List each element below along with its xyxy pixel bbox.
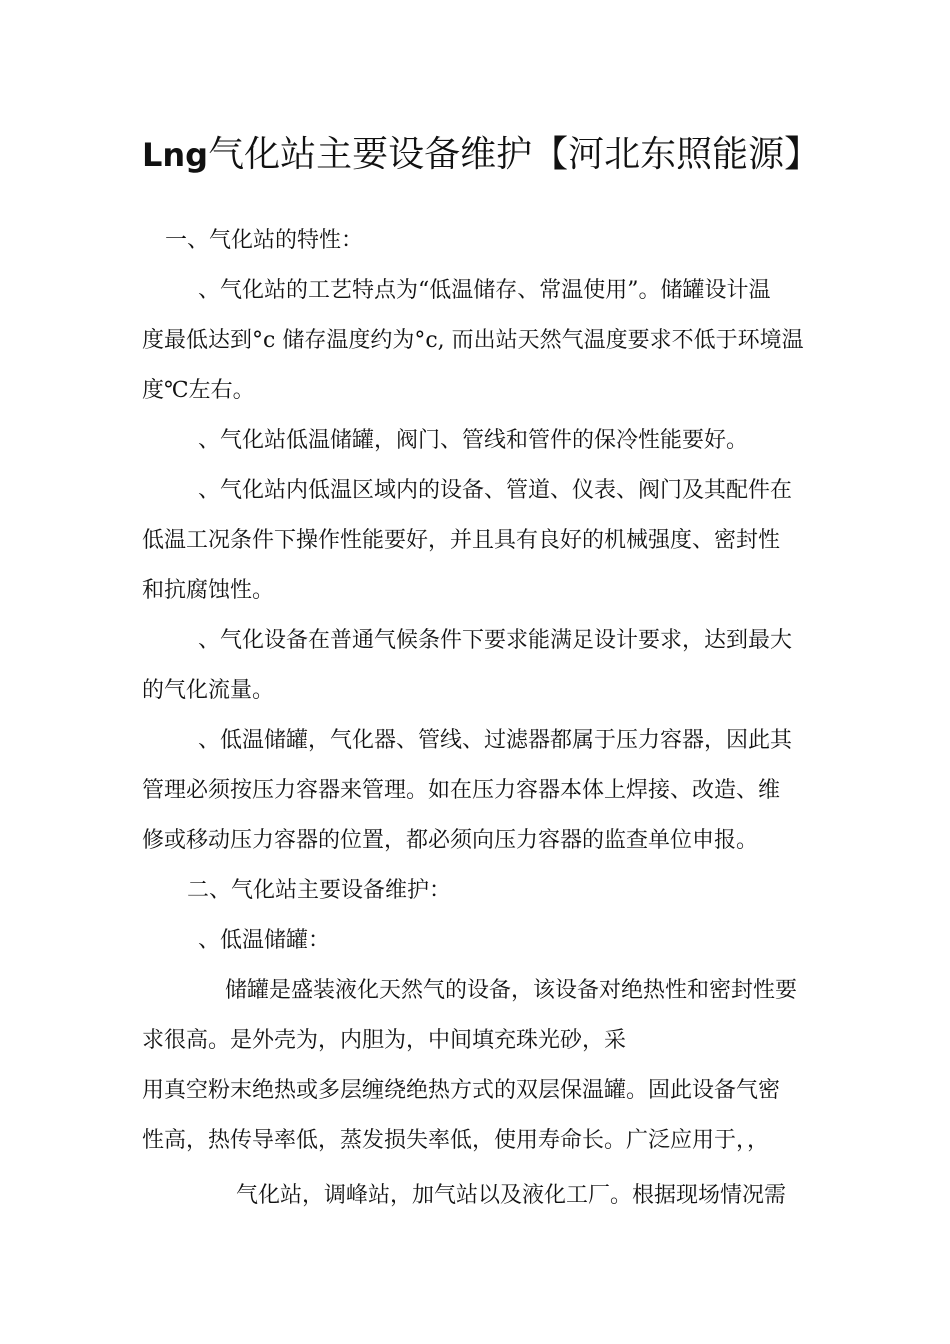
paragraph-line: 、气化站低温储罐，阀门、管线和管件的保冷性能要好。 [198,428,749,453]
paragraph-line: 管理必须按压力容器来管理。如在压力容器本体上焊接、改造、维 [142,778,781,803]
paragraph-line: 低温工况条件下操作性能要好，并且具有良好的机械强度、密封性 [142,528,781,553]
paragraph-line: 、气化设备在普通气候条件下要求能满足设计要求，达到最大 [198,628,793,653]
paragraph-line: 求很高。是外壳为，内胆为，中间填充珠光砂，采 [142,1028,627,1053]
paragraph-line: 储罐是盛装液化天然气的设备，该设备对绝热性和密封性要 [225,978,798,1003]
paragraph-line: 度℃左右。 [142,378,255,403]
paragraph-line: 、低温储罐，气化器、管线、过滤器都属于压力容器，因此其 [198,728,793,753]
title-latin: Lng [142,136,209,174]
subsection-heading: 、低温储罐： [198,928,331,953]
section-heading: 二、气化站主要设备维护： [187,878,452,903]
paragraph-line: 、气化站内低温区域内的设备、管道、仪表、阀门及其配件在 [198,478,793,503]
paragraph-line: 气化站，调峰站，加气站以及液化工厂。根据现场情况需 [236,1183,787,1208]
paragraph-line: 、气化站的工艺特点为“低温储存、常温使用”。储罐设计温 [198,278,771,303]
paragraph-line: 用真空粉末绝热或多层缠绕绝热方式的双层保温罐。固此设备气密 [142,1078,781,1103]
paragraph-line: 性高，热传导率低，蒸发损失率低，使用寿命长。广泛应用于，， [142,1128,770,1153]
title-text: 气化站主要设备维护【河北东照能源】 [208,134,821,175]
paragraph-line: 度最低达到°c 储存温度约为°c, 而出站天然气温度要求不低于环境温 [142,328,804,353]
section-heading: 一、气化站的特性： [165,228,364,253]
paragraph-line: 的气化流量。 [142,678,275,703]
document-title [142,130,842,180]
paragraph-line: 修或移动压力容器的位置，都必须向压力容器的监查单位申报。 [142,828,759,853]
paragraph-line: 和抗腐蚀性。 [142,578,275,603]
